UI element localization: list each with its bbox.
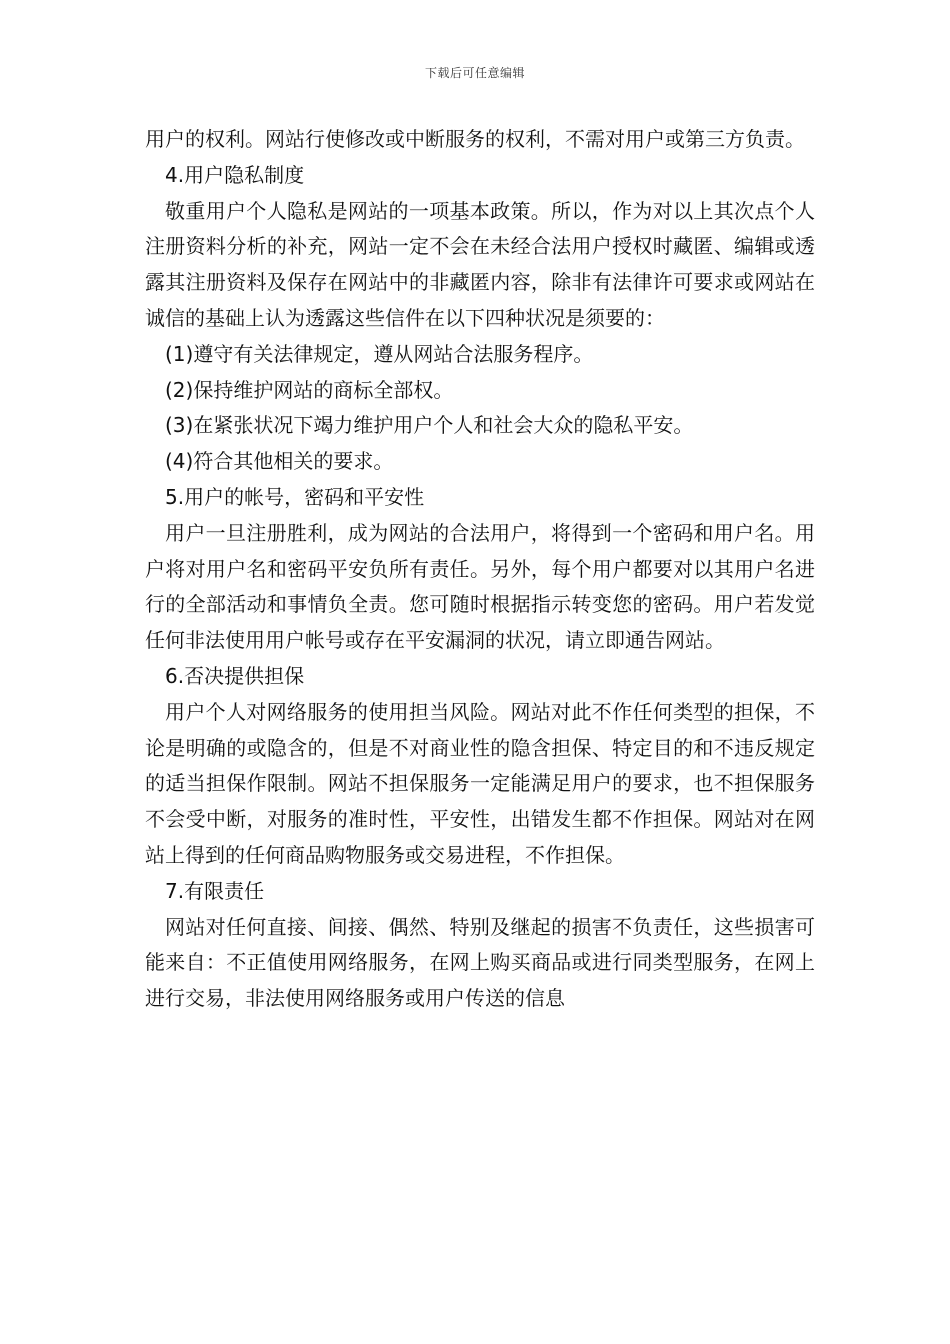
paragraph-account: 用户一旦注册胜利，成为网站的合法用户，将得到一个密码和用户名。用户将对用户名和密码平安负所有责任。另外，每个用户都要对以其用户名进行的全部活动和事情负全责。您可随时根据指示转变您的密码。用户若发觉任何非法使用用户帐号或存在平安漏洞的状况，请立即通告网站。 (145, 520, 815, 653)
paragraph-liability: 网站对任何直接、间接、偶然、特别及继起的损害不负责任，这些损害可能来自：不正值使用网络服务，在网上购买商品或进行同类型服务，在网上进行交易，非法使用网络服务或用户传送的信息 (145, 914, 815, 1011)
document-body (145, 122, 815, 1017)
list-item-4: (4)符合其他相关的要求。 (165, 449, 394, 474)
section-heading-liability: 7.有限责任 (165, 878, 265, 903)
page-header: 下载后可任意编辑 (424, 66, 525, 80)
section-heading-account: 5.用户的帐号，密码和平安性 (165, 484, 425, 509)
section-heading-warranty: 6.否决提供担保 (165, 663, 305, 688)
list-item-3: (3)在紧张状况下竭力维护用户个人和社会大众的隐私平安。 (165, 413, 694, 438)
list-item-2: (2)保持维护网站的商标全部权。 (165, 377, 454, 402)
list-item-1: (1)遵守有关法律规定，遵从网站合法服务程序。 (165, 341, 594, 366)
paragraph-continuation: 用户的权利。网站行使修改或中断服务的权利，不需对用户或第三方负责。 (145, 127, 805, 151)
paragraph-warranty: 用户个人对网络服务的使用担当风险。网站对此不作任何类型的担保，不论是明确的或隐含的，但是不对商业性的隐含担保、特定目的和不违反规定的适当担保作限制。网站不担保服务一定能满足用户的要求，也不担保服务不会受中断，对服务的准时性，平安性，出错发生都不作担保。网站对在网站上得到的任何商品购物服务或交易进程，不作担保。 (145, 699, 815, 867)
paragraph-privacy: 敬重用户个人隐私是网站的一项基本政策。所以，作为对以上其次点个人注册资料分析的补充，网站一定不会在未经合法用户授权时藏匿、编辑或透露其注册资料及保存在网站中的非藏匿内容，除非有法律许可要求或网站在诚信的基础上认为透露这些信件在以下四种状况是须要的： (145, 198, 815, 330)
section-heading-privacy: 4.用户隐私制度 (165, 162, 305, 187)
